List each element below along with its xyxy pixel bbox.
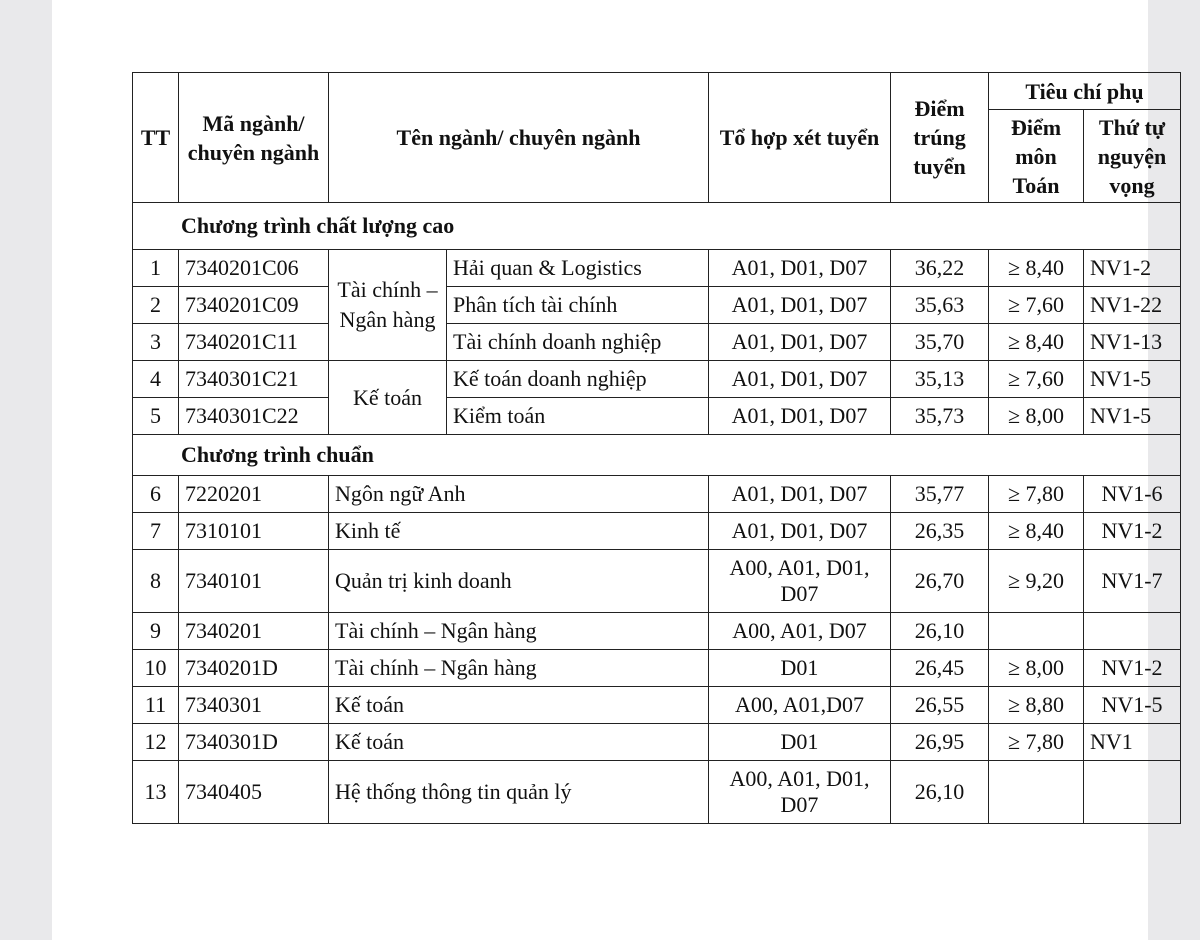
cell-ma: 7340301C21 bbox=[179, 361, 329, 398]
cell-nguyen-vong: NV1-2 bbox=[1084, 650, 1181, 687]
cell-nguyen-vong bbox=[1084, 613, 1181, 650]
cell-nguyen-vong: NV1-2 bbox=[1084, 513, 1181, 550]
cell-ma: 7340201C09 bbox=[179, 287, 329, 324]
cell-tt: 11 bbox=[133, 687, 179, 724]
section-title: Chương trình chuẩn bbox=[133, 435, 1181, 476]
cell-diem-toan: ≥ 8,40 bbox=[989, 324, 1084, 361]
cell-ten: Quản trị kinh doanh bbox=[329, 550, 709, 613]
cell-ma: 7340405 bbox=[179, 761, 329, 824]
cell-tt: 7 bbox=[133, 513, 179, 550]
cell-ma: 7340101 bbox=[179, 550, 329, 613]
cell-tt: 10 bbox=[133, 650, 179, 687]
cell-tt: 4 bbox=[133, 361, 179, 398]
cell-diem: 26,95 bbox=[891, 724, 989, 761]
cell-diem: 35,63 bbox=[891, 287, 989, 324]
cell-to-hop: A01, D01, D07 bbox=[709, 250, 891, 287]
cell-diem: 26,10 bbox=[891, 613, 989, 650]
table-row bbox=[133, 724, 1181, 761]
cell-ma: 7340201 bbox=[179, 613, 329, 650]
cell-to-hop: A01, D01, D07 bbox=[709, 513, 891, 550]
cell-diem-toan: ≥ 7,80 bbox=[989, 724, 1084, 761]
cell-tt: 8 bbox=[133, 550, 179, 613]
cell-tt: 1 bbox=[133, 250, 179, 287]
cell-nguyen-vong: NV1-5 bbox=[1084, 361, 1181, 398]
cell-tt: 2 bbox=[133, 287, 179, 324]
cell-tt: 13 bbox=[133, 761, 179, 824]
cell-nguyen-vong: NV1-6 bbox=[1084, 476, 1181, 513]
cell-ten: Kiểm toán bbox=[447, 398, 709, 435]
section-row-clc bbox=[133, 203, 1181, 250]
cell-diem: 26,70 bbox=[891, 550, 989, 613]
cell-ten: Tài chính – Ngân hàng bbox=[329, 650, 709, 687]
cell-to-hop: A01, D01, D07 bbox=[709, 476, 891, 513]
cell-to-hop: A00, A01, D01, D07 bbox=[709, 761, 891, 824]
cell-to-hop: D01 bbox=[709, 650, 891, 687]
cell-to-hop: A00, A01,D07 bbox=[709, 687, 891, 724]
header-tt: TT bbox=[133, 73, 179, 203]
table-row bbox=[133, 650, 1181, 687]
cell-tt: 12 bbox=[133, 724, 179, 761]
cell-nguyen-vong bbox=[1084, 761, 1181, 824]
cell-diem-toan: ≥ 8,80 bbox=[989, 687, 1084, 724]
cell-ten: Kế toán bbox=[329, 687, 709, 724]
cell-to-hop: A01, D01, D07 bbox=[709, 287, 891, 324]
cell-to-hop: A00, A01, D07 bbox=[709, 613, 891, 650]
header-diem-mon-toan: Điểm môn Toán bbox=[989, 110, 1084, 203]
cell-tt: 3 bbox=[133, 324, 179, 361]
cell-ten: Hải quan & Logistics bbox=[447, 250, 709, 287]
cell-diem: 26,35 bbox=[891, 513, 989, 550]
cell-nguyen-vong: NV1-5 bbox=[1084, 687, 1181, 724]
table-row bbox=[133, 287, 1181, 324]
cell-diem-toan: ≥ 9,20 bbox=[989, 550, 1084, 613]
cell-ten: Kế toán doanh nghiệp bbox=[447, 361, 709, 398]
cell-to-hop: A01, D01, D07 bbox=[709, 361, 891, 398]
cell-ten: Kế toán bbox=[329, 724, 709, 761]
table-row bbox=[133, 324, 1181, 361]
cell-diem: 35,70 bbox=[891, 324, 989, 361]
cell-ma: 7340301D bbox=[179, 724, 329, 761]
cell-diem: 26,10 bbox=[891, 761, 989, 824]
header-ten-nganh: Tên ngành/ chuyên ngành bbox=[329, 73, 709, 203]
cell-diem-toan: ≥ 7,80 bbox=[989, 476, 1084, 513]
cell-nguyen-vong: NV1-7 bbox=[1084, 550, 1181, 613]
cell-ten: Ngôn ngữ Anh bbox=[329, 476, 709, 513]
cell-diem: 35,13 bbox=[891, 361, 989, 398]
header-thu-tu-nguyen-vong: Thứ tự nguyện vọng bbox=[1084, 110, 1181, 203]
cell-nguyen-vong: NV1-22 bbox=[1084, 287, 1181, 324]
cell-to-hop: D01 bbox=[709, 724, 891, 761]
document-page bbox=[52, 0, 1167, 940]
cell-diem-toan: ≥ 8,40 bbox=[989, 513, 1084, 550]
cell-nguyen-vong: NV1-13 bbox=[1084, 324, 1181, 361]
table-row bbox=[133, 550, 1181, 613]
header-row bbox=[133, 73, 1181, 110]
cell-diem-toan: ≥ 7,60 bbox=[989, 361, 1084, 398]
cell-diem: 26,45 bbox=[891, 650, 989, 687]
table-row bbox=[133, 398, 1181, 435]
cell-tt: 5 bbox=[133, 398, 179, 435]
cell-diem-toan: ≥ 7,60 bbox=[989, 287, 1084, 324]
cell-ma: 7220201 bbox=[179, 476, 329, 513]
table-row bbox=[133, 250, 1181, 287]
cell-ma: 7340301 bbox=[179, 687, 329, 724]
section-row-chuan bbox=[133, 435, 1181, 476]
group-cell-ke-toan: Kế toán bbox=[329, 361, 447, 435]
cell-diem: 36,22 bbox=[891, 250, 989, 287]
cell-diem-toan bbox=[989, 613, 1084, 650]
group-cell-tcnh: Tài chính – Ngân hàng bbox=[329, 250, 447, 361]
table-row bbox=[133, 476, 1181, 513]
cell-diem-toan: ≥ 8,40 bbox=[989, 250, 1084, 287]
cell-tt: 6 bbox=[133, 476, 179, 513]
cell-ten: Phân tích tài chính bbox=[447, 287, 709, 324]
header-tieu-chi-phu: Tiêu chí phụ bbox=[989, 73, 1181, 110]
table-row bbox=[133, 761, 1181, 824]
cell-diem-toan bbox=[989, 761, 1084, 824]
cell-ma: 7310101 bbox=[179, 513, 329, 550]
admission-score-table bbox=[132, 72, 1181, 824]
table-row bbox=[133, 613, 1181, 650]
cell-ten: Hệ thống thông tin quản lý bbox=[329, 761, 709, 824]
header-to-hop: Tổ hợp xét tuyển bbox=[709, 73, 891, 203]
cell-tt: 9 bbox=[133, 613, 179, 650]
cell-to-hop: A01, D01, D07 bbox=[709, 398, 891, 435]
cell-ma: 7340301C22 bbox=[179, 398, 329, 435]
cell-nguyen-vong: NV1-2 bbox=[1084, 250, 1181, 287]
cell-to-hop: A01, D01, D07 bbox=[709, 324, 891, 361]
cell-diem: 35,77 bbox=[891, 476, 989, 513]
header-ma-nganh: Mã ngành/ chuyên ngành bbox=[179, 73, 329, 203]
cell-nguyen-vong: NV1 bbox=[1084, 724, 1181, 761]
cell-nguyen-vong: NV1-5 bbox=[1084, 398, 1181, 435]
cell-ten: Tài chính – Ngân hàng bbox=[329, 613, 709, 650]
cell-ma: 7340201D bbox=[179, 650, 329, 687]
cell-ma: 7340201C06 bbox=[179, 250, 329, 287]
cell-ma: 7340201C11 bbox=[179, 324, 329, 361]
cell-diem-toan: ≥ 8,00 bbox=[989, 650, 1084, 687]
table-row bbox=[133, 361, 1181, 398]
cell-ten: Tài chính doanh nghiệp bbox=[447, 324, 709, 361]
table-row bbox=[133, 687, 1181, 724]
cell-ten: Kinh tế bbox=[329, 513, 709, 550]
cell-diem-toan: ≥ 8,00 bbox=[989, 398, 1084, 435]
table-row bbox=[133, 513, 1181, 550]
cell-diem: 26,55 bbox=[891, 687, 989, 724]
header-diem-trung-tuyen: Điểm trúng tuyển bbox=[891, 73, 989, 203]
cell-diem: 35,73 bbox=[891, 398, 989, 435]
section-title: Chương trình chất lượng cao bbox=[133, 203, 1181, 250]
cell-to-hop: A00, A01, D01, D07 bbox=[709, 550, 891, 613]
